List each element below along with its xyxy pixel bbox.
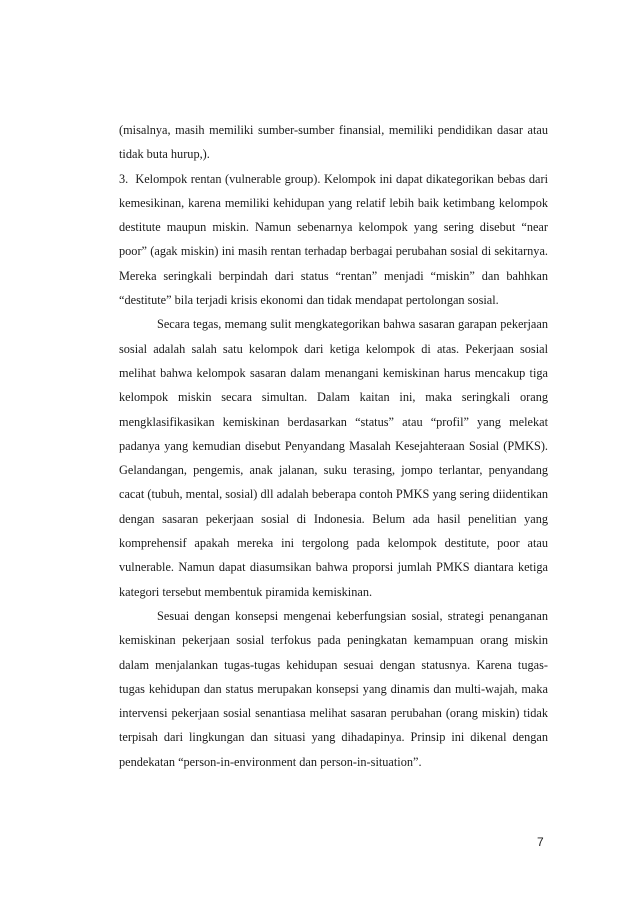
paragraph-pmks: Secara tegas, memang sulit mengkategorikan bahwa sasaran garapan pekerjaan sosial adalah salah satu kelompok dari ketiga kelompok di atas. Pekerjaan sosial melihat bahwa kelompok sasaran dalam menangani kemiskinan harus mencakup tiga kelompok miskin secara simultan. Dalam kaitan ini, maka seringkali orang mengklasifikasikan kemiskinan berdasarkan “status” atau “profil” yang melekat padanya yang kemudian disebut Penyandang Masalah Kesejahteraan Sosial (PMKS). Gelandangan, pengemis, anak jalanan, suku terasing, jompo terlantar, penyandang cacat (tubuh, mental, sosial) dll adalah beberapa contoh PMKS yang sering diidentikan dengan sasaran pekerjaan sosial di Indonesia. Belum ada hasil penelitian yang komprehensif apakah mereka ini tergolong pada kelompok destitute, poor atau vulnerable. Namun dapat diasumsikan bahwa proporsi jumlah PMKS diantara ketiga kategori tersebut membentuk piramida kemiskinan. [119, 317, 548, 599]
paragraph-vulnerable-group: 3. Kelompok rentan (vulnerable group). Kelompok ini dapat dikategorikan bebas dari kemesikinan, karena memiliki kehidupan yang relatif lebih baik ketimbang kelompok destitute maupun miskin. Namun sebenarnya kelompok yang sering disebut “near poor” (agak miskin) ini masih rentan terhadap berbagai perubahan sosial di sekitarnya. Mereka seringkali berpindah dari status “rentan” menjadi “miskin” dan bahhkan “destitute” bila terjadi krisis ekonomi dan tidak mendapat pertolongan sosial. [119, 171, 548, 308]
paragraph-continuation: (misalnya, masih memiliki sumber-sumber finansial, memiliki pendidikan dasar atau tidak buta hurup,). [119, 123, 548, 162]
page-number: 7 [537, 835, 544, 849]
paragraph-strategy: Sesuai dengan konsepsi mengenai keberfungsian sosial, strategi penanganan kemiskinan pekerjaan sosial terfokus pada peningkatan kemampuan orang miskin dalam menjalankan tugas-tugas kehidupan sesuai dengan statusnya. Karena tugas-tugas kehidupan dan status merupakan konsepsi yang dinamis dan multi-wajah, maka intervensi pekerjaan sosial senantiasa melihat sasaran perubahan (orang miskin) tidak terpisah dari lingkungan dan situasi yang dihadapinya. Prinsip ini dikenal dengan pendekatan “person-in-environment dan person-in-situation”. [119, 608, 548, 769]
body-text [119, 118, 548, 774]
